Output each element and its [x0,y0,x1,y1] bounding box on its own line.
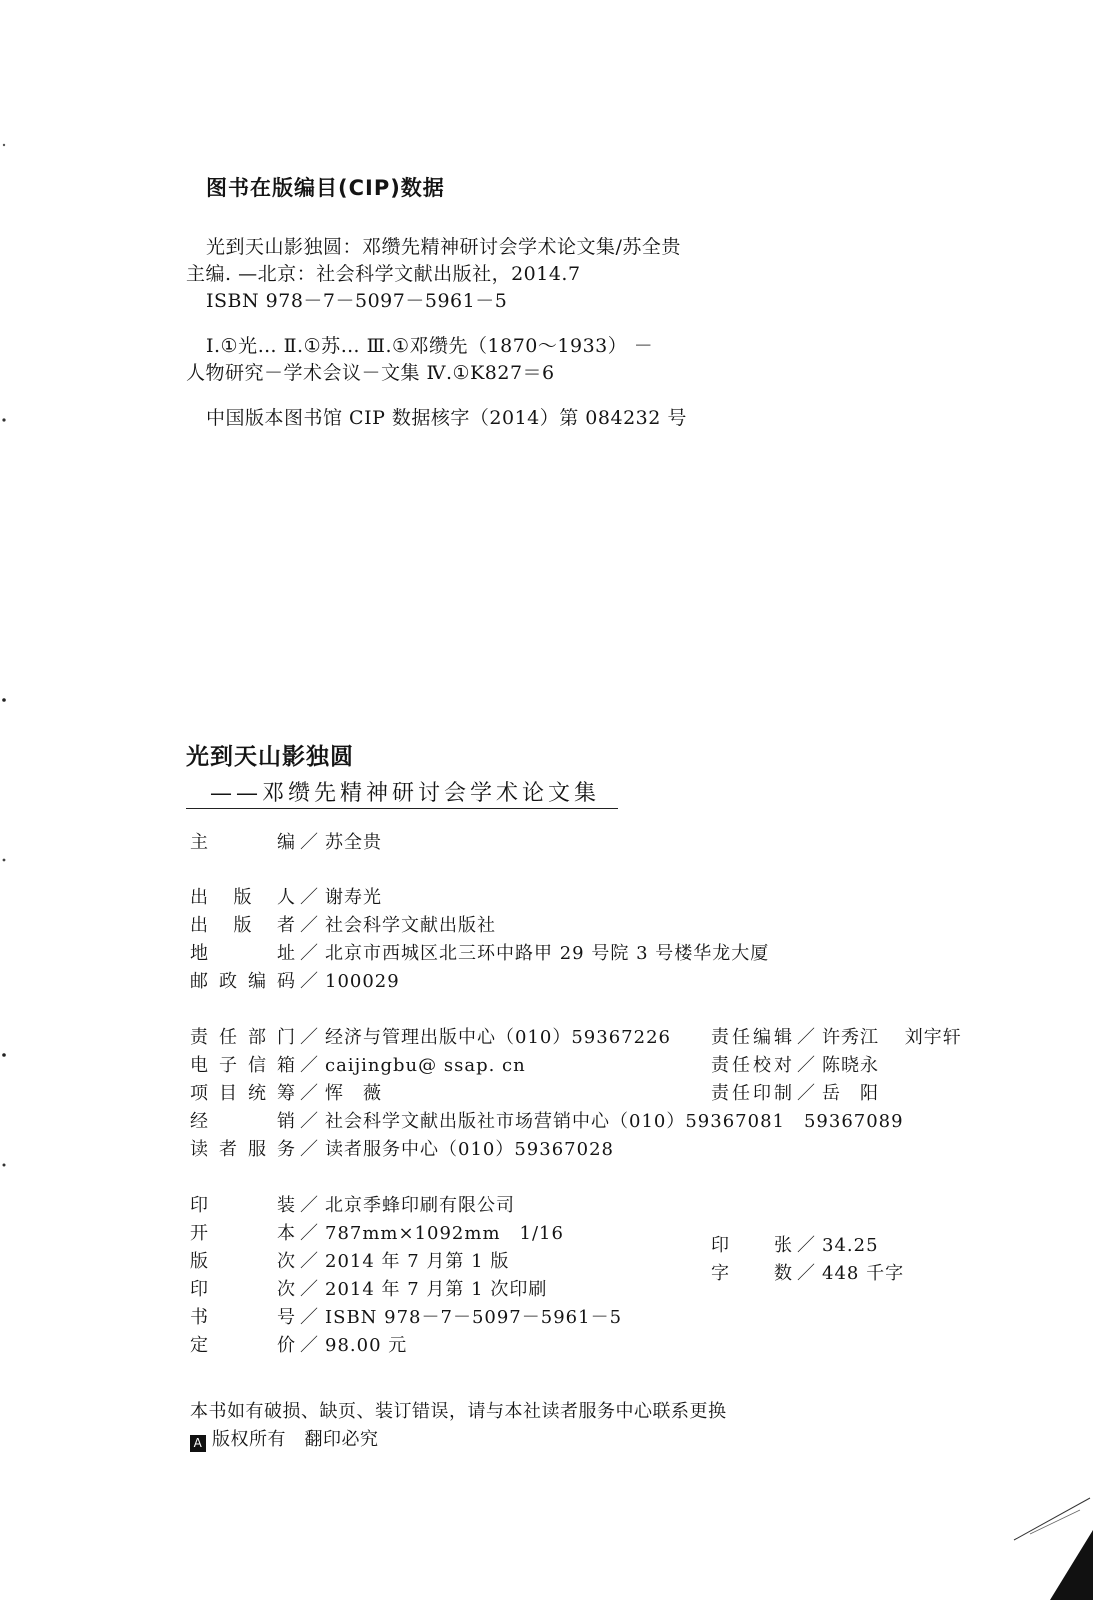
responsible-editor-label: 责任编辑 [711,1027,793,1048]
publisher-row: 出版者 ／ 社会科学文献出版社 [190,911,496,937]
word-count-label: 字数 [711,1263,793,1284]
impression-row: 印次 ／ 2014 年 7 月第 1 次印刷 [190,1275,547,1301]
department-value: 经济与管理出版中心（010）59367226 [325,1027,671,1048]
editor-row: 主编 ／ 苏全贵 [190,828,382,854]
responsible-editor-row: 责任编辑 ／ 许秀江 刘宇轩 [711,1023,962,1049]
impression-label: 印次 [190,1279,296,1300]
printing-row: 印装 ／ 北京季蜂印刷有限公司 [190,1191,515,1217]
print-supervisor-label: 责任印制 [711,1083,793,1104]
isbn-value: ISBN 978－7－5097－5961－5 [325,1307,623,1328]
impression-value: 2014 年 7 月第 1 次印刷 [325,1279,548,1300]
edition-row: 版次 ／ 2014 年 7 月第 1 版 [190,1247,509,1273]
editor-value: 苏全贵 [325,832,382,853]
price-row: 定价 ／ 98.00 元 [190,1331,407,1357]
word-count-value: 448 千字 [822,1263,905,1284]
cip-title: 图书在版编目(CIP)数据 [206,176,445,200]
postcode-row: 邮政编码 ／ 100029 [190,967,400,993]
publisher-value: 社会科学文献出版社 [325,915,496,936]
isbn-label: 书号 [190,1307,296,1328]
publisher-person-value: 谢寿光 [325,887,382,908]
reader-service-label: 读者服务 [190,1139,296,1160]
edition-label: 版次 [190,1251,296,1272]
format-row: 开本 ／ 787mm×1092mm 1/16 [190,1219,564,1245]
format-label: 开本 [190,1223,296,1244]
isbn-row: 书号 ／ ISBN 978－7－5097－5961－5 [190,1303,622,1329]
email-row: 电子信箱 ／ caijingbu@ ssap. cn [190,1051,526,1077]
book-subtitle: ——邓缵先精神研讨会学术论文集 [210,781,601,806]
edition-value: 2014 年 7 月第 1 版 [325,1251,510,1272]
coordinator-label: 项目统筹 [190,1083,296,1104]
rights-line [190,1425,379,1452]
cip-classification-2: 人物研究－学术会议－文集 Ⅳ.①K827＝6 [186,362,555,384]
coordinator-row: 项目统筹 ／ 恽 薇 [190,1079,382,1105]
sheets-value: 34.25 [822,1235,879,1256]
format-value: 787mm×1092mm 1/16 [325,1223,564,1244]
title-divider [186,808,618,809]
postcode-label: 邮政编码 [190,971,296,992]
department-row: 责任部门 ／ 经济与管理出版中心（010）59367226 [190,1023,671,1049]
word-count-row: 字数 ／ 448 千字 [711,1259,904,1285]
coordinator-value: 恽 薇 [325,1083,382,1104]
price-label: 定价 [190,1335,296,1356]
rights-text: 版权所有 翻印必究 [212,1429,379,1450]
reader-service-row: 读者服务 ／ 读者服务中心（010）59367028 [190,1135,614,1161]
price-value: 98.00 元 [325,1335,408,1356]
cip-classification-1: Ⅰ.①光… Ⅱ.①苏… Ⅲ.①邓缵先（1870～1933） － [206,335,654,357]
distribution-row: 经销 ／ 社会科学文献出版社市场营销中心（010）59367081 59367089 [190,1107,904,1133]
scan-edge-marks [2,0,6,1600]
publisher-logo-icon: A [190,1435,206,1452]
editor-label: 主编 [190,832,296,853]
distribution-value: 社会科学文献出版社市场营销中心（010）59367081 59367089 [325,1111,904,1132]
address-value: 北京市西城区北三环中路甲 29 号院 3 号楼华龙大厦 [325,943,770,964]
department-label: 责任部门 [190,1027,296,1048]
address-row: 地址 ／ 北京市西城区北三环中路甲 29 号院 3 号楼华龙大厦 [190,939,769,965]
cip-line-1: 光到天山影独圆：邓缵先精神研讨会学术论文集/苏全贵 [206,236,681,258]
reader-service-value: 读者服务中心（010）59367028 [325,1139,614,1160]
cip-record-number: 中国版本图书馆 CIP 数据核字（2014）第 084232 号 [206,407,687,429]
proofreader-row: 责任校对 ／ 陈晓永 [711,1051,879,1077]
sheets-row: 印张 ／ 34.25 [711,1231,879,1257]
email-value: caijingbu@ ssap. cn [325,1055,526,1076]
publisher-person-label: 出版人 [190,887,296,908]
printing-label: 印装 [190,1195,296,1216]
print-supervisor-row: 责任印制 ／ 岳 阳 [711,1079,879,1105]
proofreader-label: 责任校对 [711,1055,793,1076]
print-supervisor-value: 岳 阳 [822,1083,879,1104]
cip-isbn: ISBN 978－7－5097－5961－5 [206,290,508,312]
page-corner-fold [1010,1490,1093,1600]
sheets-label: 印张 [711,1235,793,1256]
email-label: 电子信箱 [190,1055,296,1076]
book-title: 光到天山影独圆 [186,744,354,770]
responsible-editor-value: 许秀江 刘宇轩 [822,1027,962,1048]
printing-value: 北京季蜂印刷有限公司 [325,1195,515,1216]
cip-line-2: 主编. —北京：社会科学文献出版社，2014.7 [186,263,581,285]
postcode-value: 100029 [325,971,400,992]
damage-notice: 本书如有破损、缺页、装订错误，请与本社读者服务中心联系更换 [190,1401,727,1422]
distribution-label: 经销 [190,1111,296,1132]
publisher-label: 出版者 [190,915,296,936]
address-label: 地址 [190,943,296,964]
publisher-person-row: 出版人 ／ 谢寿光 [190,883,382,909]
proofreader-value: 陈晓永 [822,1055,879,1076]
